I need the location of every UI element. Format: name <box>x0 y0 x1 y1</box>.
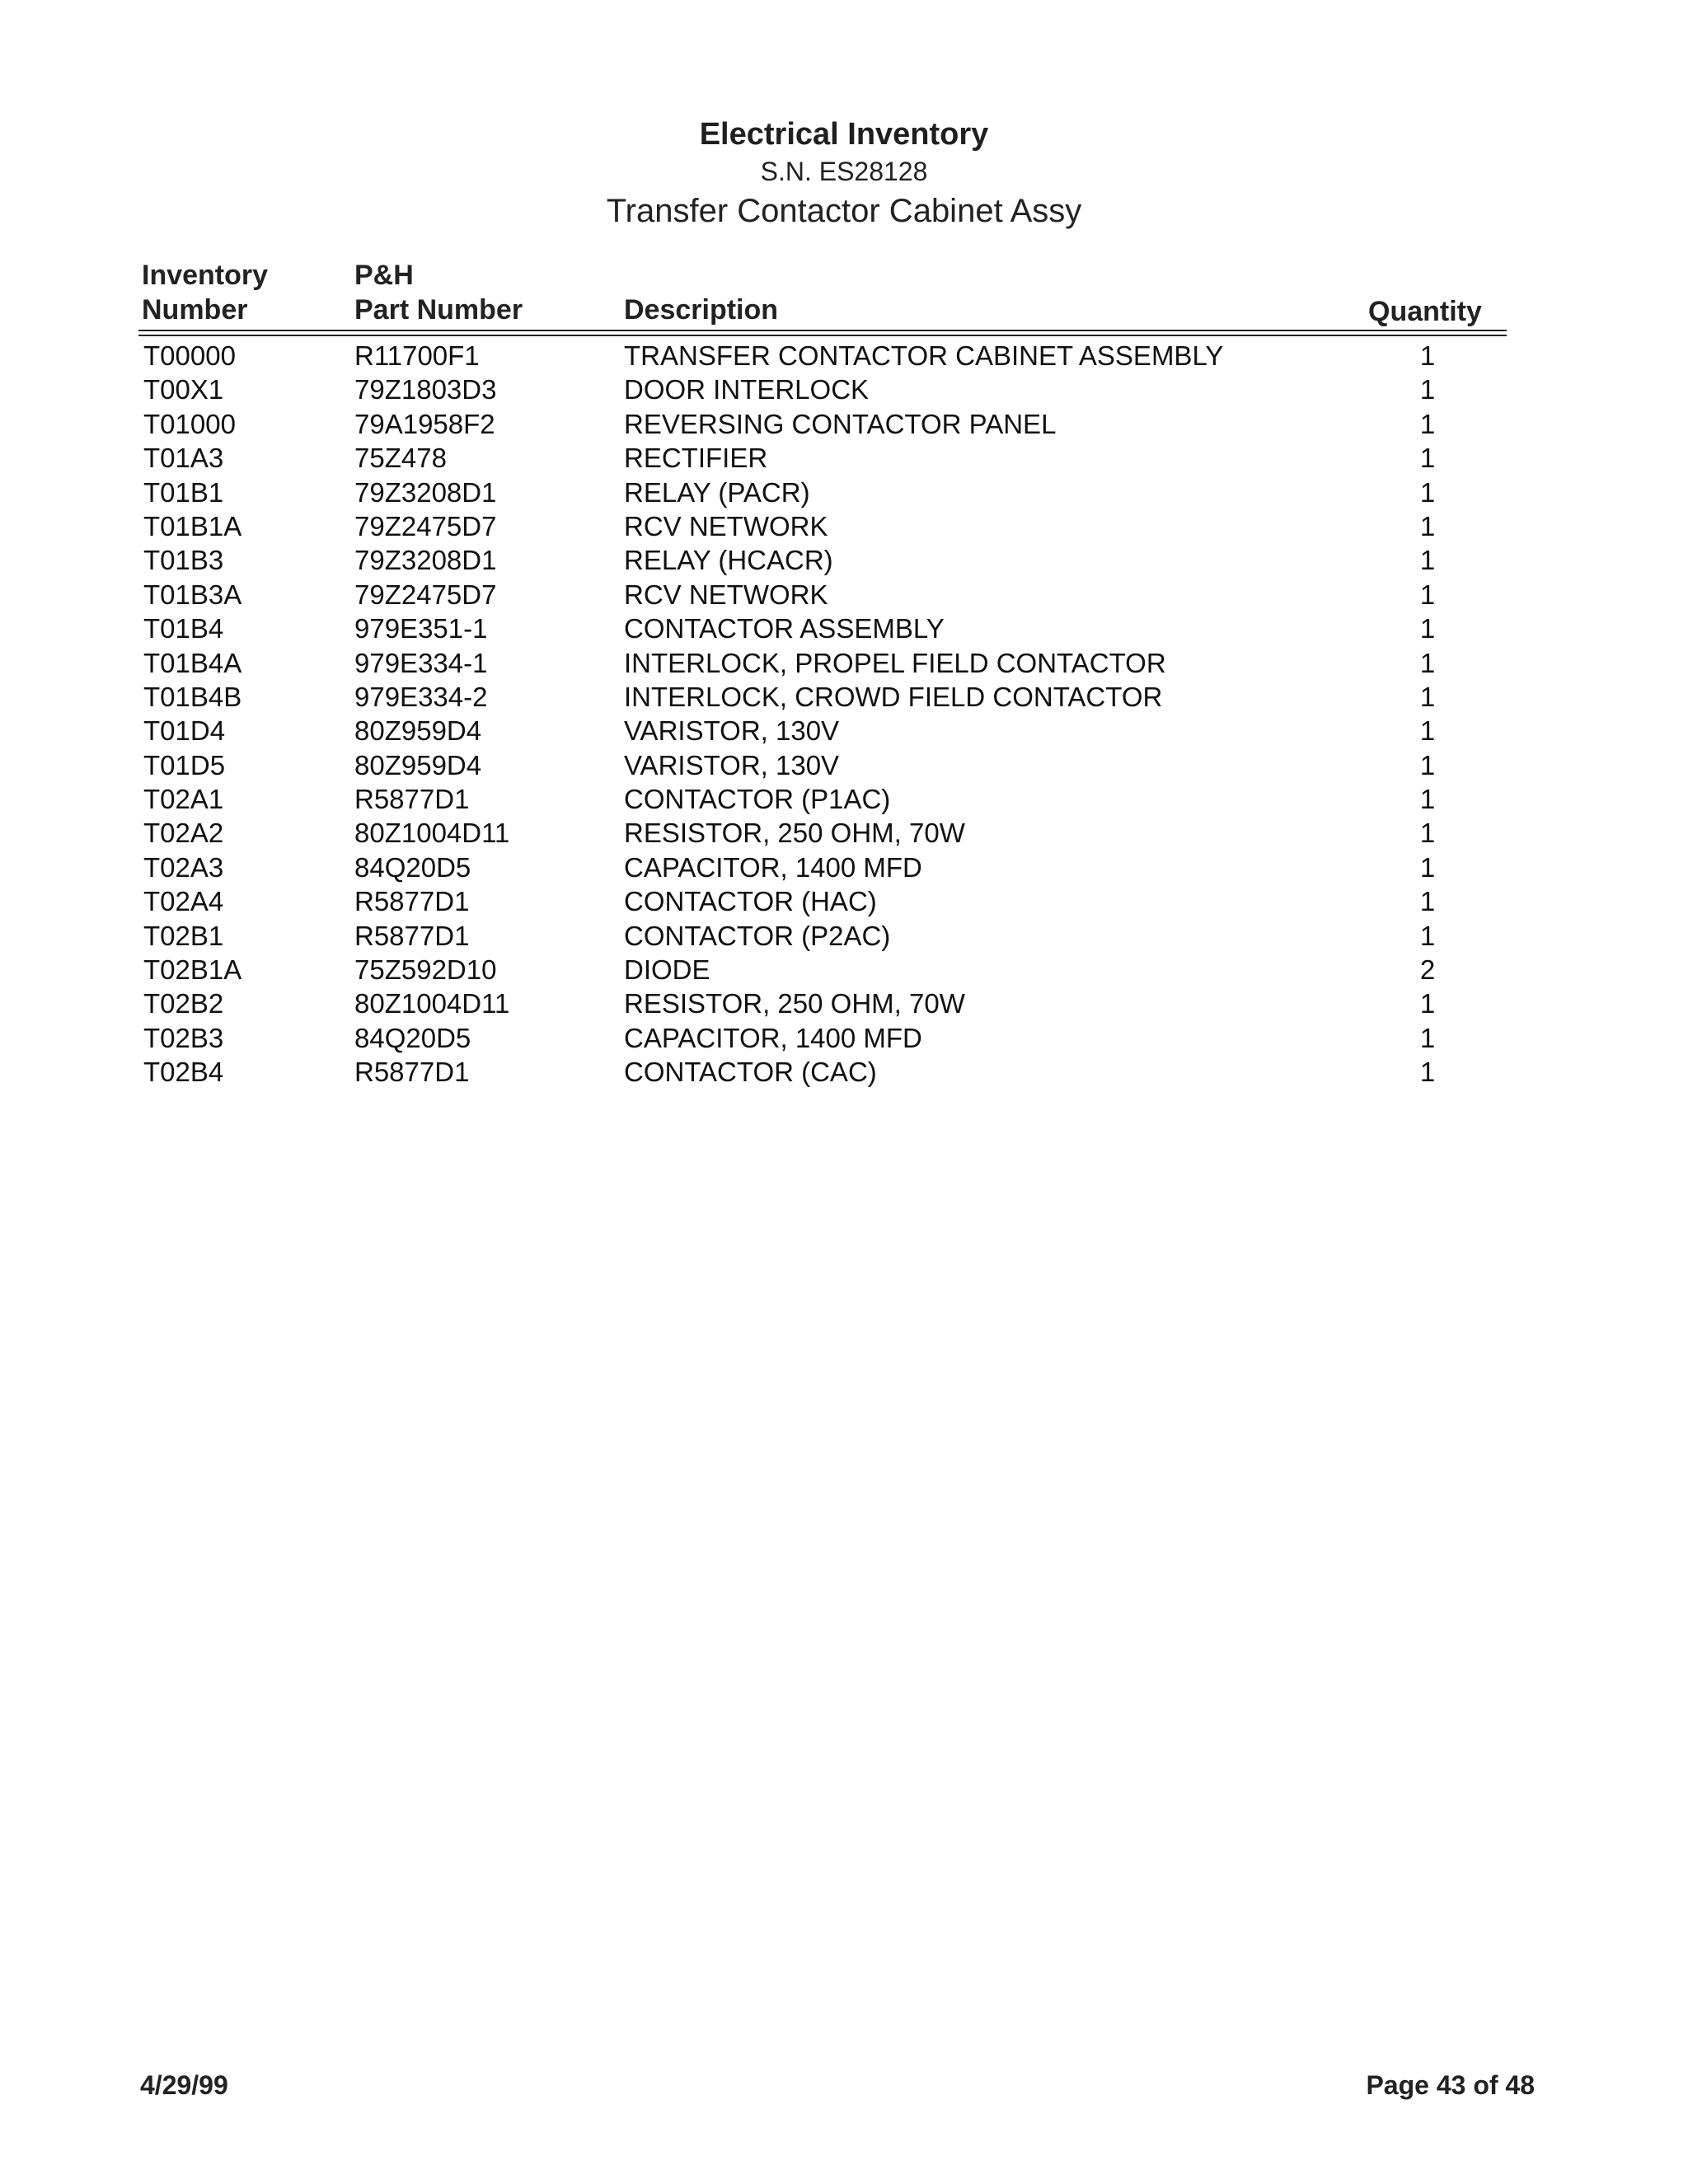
part-number-cell: R5877D1 <box>354 920 470 951</box>
table-row <box>0 476 1688 509</box>
description-cell: RESISTOR, 250 OHM, 70W <box>624 988 965 1019</box>
column-header-inventory-line2: Number <box>142 294 248 326</box>
table-row <box>0 816 1688 850</box>
inventory-number-cell: T01B1A <box>143 510 242 541</box>
description-cell: CONTACTOR (CAC) <box>624 1057 877 1088</box>
header-rule-bottom <box>138 335 1507 336</box>
description-cell: CAPACITOR, 1400 MFD <box>624 1022 922 1053</box>
description-cell: RESISTOR, 250 OHM, 70W <box>624 818 965 849</box>
description-cell: RELAY (HCACR) <box>624 545 833 576</box>
document-subtitle: Transfer Contactor Cabinet Assy <box>606 193 1082 229</box>
inventory-number-cell: T01B4B <box>143 681 242 712</box>
inventory-number-cell: T02B1 <box>143 920 224 951</box>
table-row <box>0 578 1688 612</box>
inventory-number-cell: T02A4 <box>143 886 224 917</box>
inventory-number-cell: T01B4A <box>143 647 242 678</box>
part-number-cell: 979E334-2 <box>354 681 488 712</box>
column-header-inventory-line1: Inventory <box>142 260 269 291</box>
quantity-cell: 1 <box>1419 443 1436 474</box>
inventory-number-cell: T02B2 <box>143 988 224 1019</box>
table-row <box>0 782 1688 816</box>
description-cell: REVERSING CONTACTOR PANEL <box>624 408 1057 439</box>
inventory-number-cell: T01B3 <box>143 545 224 576</box>
quantity-cell: 1 <box>1419 681 1436 712</box>
inventory-number-cell: T00X1 <box>143 374 224 405</box>
inventory-number-cell: T01D5 <box>143 749 226 780</box>
inventory-number-cell: T02A1 <box>143 784 224 815</box>
part-number-cell: 80Z1004D11 <box>354 818 510 849</box>
table-row <box>0 646 1688 680</box>
inventory-number-cell: T01D4 <box>143 715 226 747</box>
inventory-number-cell: T01B3A <box>143 579 242 610</box>
description-cell: CAPACITOR, 1400 MFD <box>624 851 922 883</box>
part-number-cell: 80Z1004D11 <box>354 988 510 1019</box>
part-number-cell: R5877D1 <box>354 886 470 917</box>
quantity-cell: 1 <box>1419 408 1436 439</box>
quantity-cell: 1 <box>1419 510 1436 541</box>
quantity-cell: 1 <box>1419 715 1436 747</box>
table-row <box>0 407 1688 441</box>
quantity-cell: 1 <box>1419 1057 1436 1088</box>
part-number-cell: 80Z959D4 <box>354 749 482 780</box>
table-row <box>0 680 1688 714</box>
column-header-inventory <box>142 258 268 327</box>
inventory-number-cell: T00000 <box>143 340 236 371</box>
table-row <box>0 1055 1688 1089</box>
quantity-cell: 1 <box>1419 545 1436 576</box>
description-cell: RCV NETWORK <box>624 579 828 610</box>
description-cell: RELAY (PACR) <box>624 476 810 508</box>
table-row <box>0 987 1688 1020</box>
table-row <box>0 851 1688 884</box>
inventory-number-cell: T01000 <box>143 408 236 439</box>
part-number-cell: 80Z959D4 <box>354 715 482 747</box>
table-row <box>0 919 1688 953</box>
description-cell: DIODE <box>624 954 710 986</box>
table-row <box>0 953 1688 987</box>
inventory-number-cell: T02A3 <box>143 851 224 883</box>
inventory-number-cell: T01B1 <box>143 476 224 508</box>
inventory-table <box>0 339 1688 1090</box>
quantity-cell: 1 <box>1419 851 1436 883</box>
description-cell: RECTIFIER <box>624 443 768 474</box>
quantity-cell: 1 <box>1419 886 1436 917</box>
part-number-cell: 79Z1803D3 <box>354 374 497 405</box>
document-header <box>0 115 1688 232</box>
part-number-cell: R5877D1 <box>354 784 470 815</box>
description-cell: VARISTOR, 130V <box>624 715 840 747</box>
description-cell: CONTACTOR (P2AC) <box>624 920 891 951</box>
description-cell: VARISTOR, 130V <box>624 749 840 780</box>
inventory-number-cell: T01A3 <box>143 443 224 474</box>
table-row <box>0 714 1688 748</box>
description-cell: INTERLOCK, PROPEL FIELD CONTACTOR <box>624 647 1166 678</box>
quantity-cell: 1 <box>1419 818 1436 849</box>
description-cell: CONTACTOR ASSEMBLY <box>624 613 945 644</box>
part-number-cell: 75Z592D10 <box>354 954 497 986</box>
quantity-cell: 1 <box>1419 647 1436 678</box>
description-cell: DOOR INTERLOCK <box>624 374 870 405</box>
quantity-cell: 1 <box>1419 476 1436 508</box>
quantity-cell: 1 <box>1419 988 1436 1019</box>
quantity-cell: 2 <box>1419 954 1436 986</box>
inventory-number-cell: T02B3 <box>143 1022 224 1053</box>
column-header-description: Description <box>624 294 779 326</box>
part-number-cell: 79Z2475D7 <box>354 579 497 610</box>
part-number-cell: 75Z478 <box>354 443 447 474</box>
document-title: Electrical Inventory <box>699 117 989 152</box>
quantity-cell: 1 <box>1419 340 1436 371</box>
inventory-number-cell: T01B4 <box>143 613 224 644</box>
description-cell: CONTACTOR (P1AC) <box>624 784 891 815</box>
part-number-cell: 84Q20D5 <box>354 851 471 883</box>
table-row <box>0 441 1688 475</box>
part-number-cell: 79Z2475D7 <box>354 510 497 541</box>
quantity-cell: 1 <box>1419 784 1436 815</box>
header-rule-top <box>138 330 1507 331</box>
footer-date: 4/29/99 <box>140 2070 228 2100</box>
quantity-cell: 1 <box>1419 920 1436 951</box>
table-row <box>0 509 1688 543</box>
inventory-number-cell: T02B4 <box>143 1057 224 1088</box>
part-number-cell: 979E351-1 <box>354 613 488 644</box>
table-row <box>0 612 1688 645</box>
part-number-cell: 79A1958F2 <box>354 408 495 439</box>
quantity-cell: 1 <box>1419 613 1436 644</box>
quantity-cell: 1 <box>1419 749 1436 780</box>
description-cell: RCV NETWORK <box>624 510 828 541</box>
column-header-part-number <box>354 258 523 327</box>
serial-number: S.N. ES28128 <box>760 157 928 186</box>
inventory-number-cell: T02B1A <box>143 954 242 986</box>
column-header-part-line1: P&H <box>354 260 414 291</box>
column-header-quantity: Quantity <box>1368 296 1482 327</box>
quantity-cell: 1 <box>1419 374 1436 405</box>
part-number-cell: 79Z3208D1 <box>354 545 497 576</box>
footer-page-number: Page 43 of 48 <box>1366 2070 1535 2100</box>
description-cell: TRANSFER CONTACTOR CABINET ASSEMBLY <box>624 340 1224 371</box>
table-row <box>0 884 1688 918</box>
table-row <box>0 1021 1688 1055</box>
table-row <box>0 339 1688 373</box>
part-number-cell: 979E334-1 <box>354 647 488 678</box>
column-header-part-line2: Part Number <box>354 294 523 326</box>
table-row <box>0 373 1688 406</box>
table-row <box>0 748 1688 782</box>
quantity-cell: 1 <box>1419 1022 1436 1053</box>
inventory-number-cell: T02A2 <box>143 818 224 849</box>
description-cell: CONTACTOR (HAC) <box>624 886 877 917</box>
quantity-cell: 1 <box>1419 579 1436 610</box>
description-cell: INTERLOCK, CROWD FIELD CONTACTOR <box>624 681 1163 712</box>
part-number-cell: R5877D1 <box>354 1057 470 1088</box>
part-number-cell: R11700F1 <box>354 340 480 371</box>
table-row <box>0 543 1688 577</box>
part-number-cell: 84Q20D5 <box>354 1022 471 1053</box>
part-number-cell: 79Z3208D1 <box>354 476 497 508</box>
